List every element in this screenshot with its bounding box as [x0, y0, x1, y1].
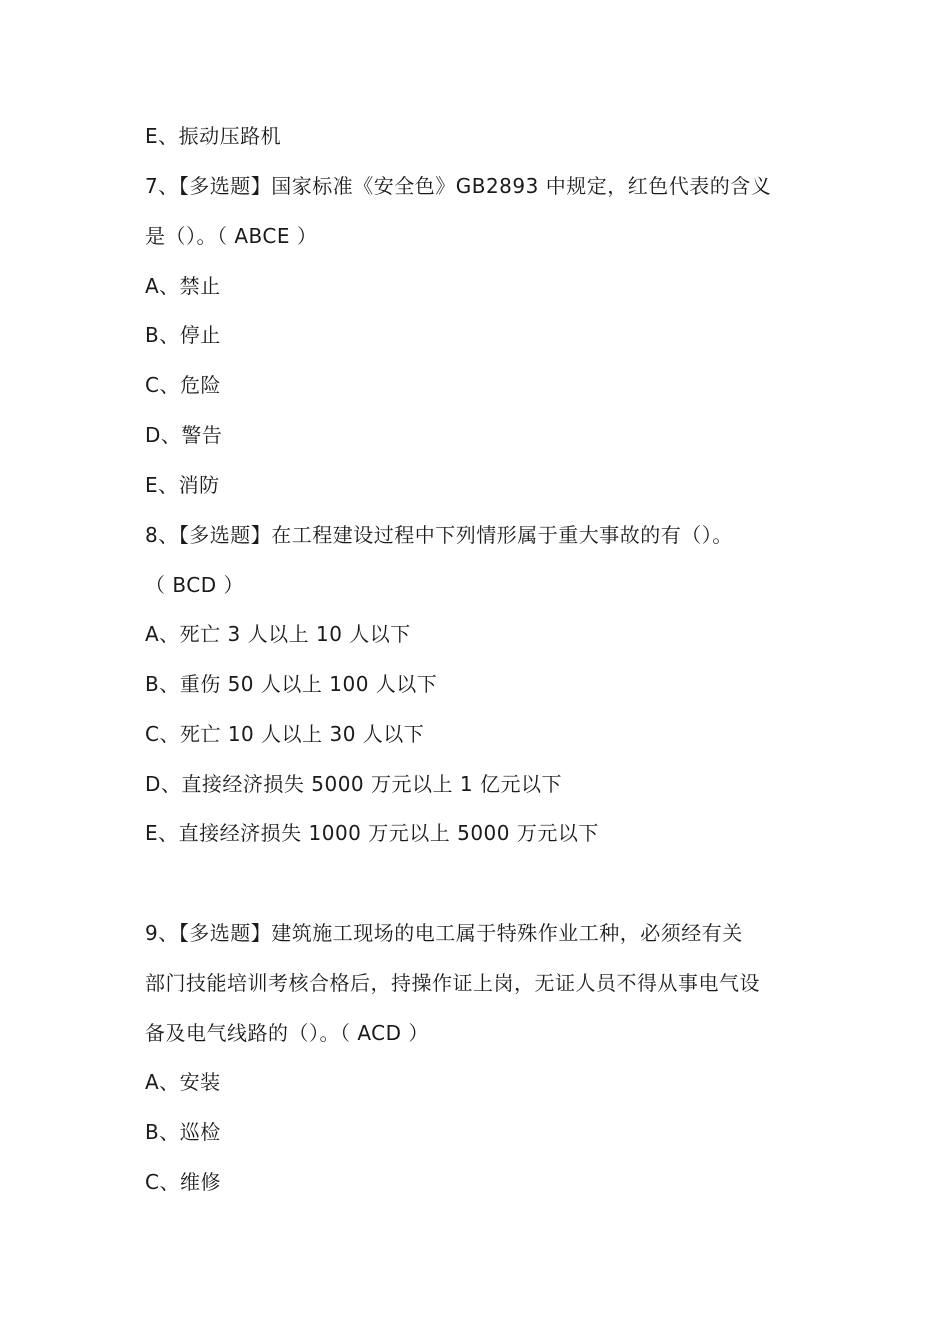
- q9-stem-line-1: 9、【多选题】建筑施工现场的电工属于特殊作业工种，必须经有关: [145, 921, 743, 945]
- q6-option-e: E、振动压路机: [145, 124, 282, 148]
- q8-stem-line-1: 8、【多选题】在工程建设过程中下列情形属于重大事故的有（）。: [145, 523, 733, 547]
- q7-stem-line-1: 7、【多选题】国家标准《安全色》GB2893 中规定，红色代表的含义: [145, 174, 772, 198]
- q9-option-a: A、安装: [145, 1070, 221, 1094]
- q9-option-b: B、巡检: [145, 1120, 221, 1144]
- q7-option-d: D、警告: [145, 423, 223, 447]
- q8-option-d: D、直接经济损失 5000 万元以上 1 亿元以下: [145, 772, 562, 796]
- q8-option-a: A、死亡 3 人以上 10 人以下: [145, 622, 411, 646]
- q9-stem-line-3: 备及电气线路的（）。（ ACD ）: [145, 1021, 429, 1045]
- q7-option-a: A、禁止: [145, 274, 221, 298]
- q7-option-c: C、危险: [145, 373, 221, 397]
- q7-option-b: B、停止: [145, 323, 221, 347]
- q9-option-c: C、维修: [145, 1170, 221, 1194]
- q8-option-e: E、直接经济损失 1000 万元以上 5000 万元以下: [145, 821, 599, 845]
- q7-option-e: E、消防: [145, 473, 220, 497]
- q9-stem-line-2: 部门技能培训考核合格后，持操作证上岗，无证人员不得从事电气设: [145, 971, 760, 995]
- q7-stem-line-2: 是（）。（ ABCE ）: [145, 224, 318, 248]
- q8-option-b: B、重伤 50 人以上 100 人以下: [145, 672, 438, 696]
- q8-option-c: C、死亡 10 人以上 30 人以下: [145, 722, 425, 746]
- q8-stem-line-2: （ BCD ）: [145, 573, 244, 597]
